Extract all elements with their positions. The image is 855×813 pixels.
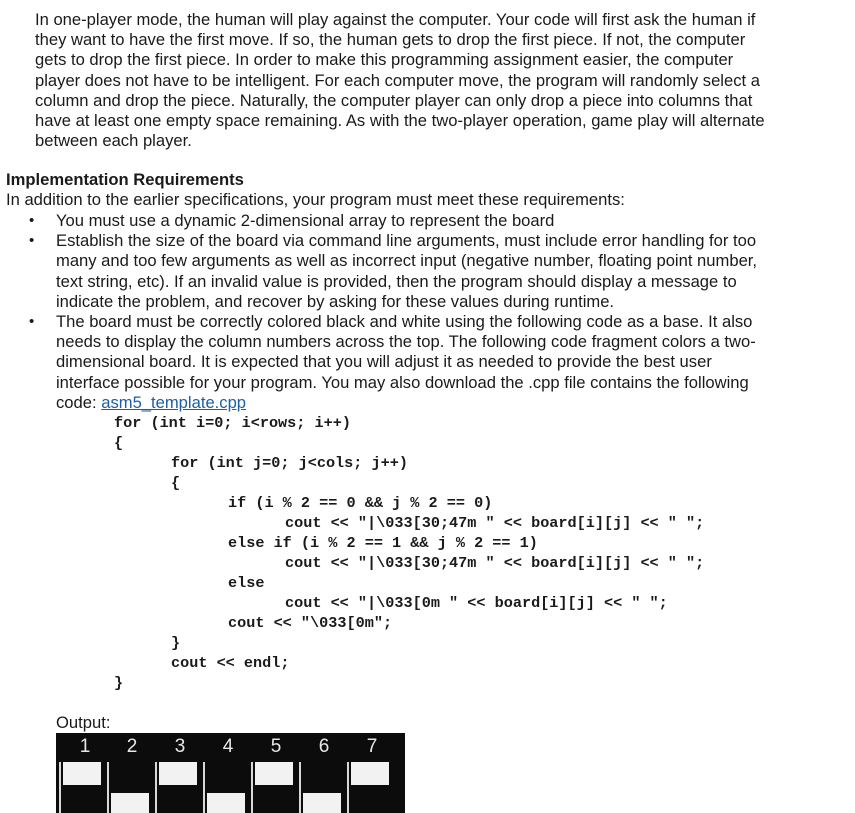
requirement-item: [0, 312, 855, 413]
requirement-line: dimensional board. It is expected that you will adjust it as needed to provide the best user: [56, 352, 712, 372]
cell-separator: [203, 762, 205, 813]
code-line: }: [171, 634, 181, 652]
requirement-line: Establish the size of the board via command line arguments, must include error handling for too: [56, 231, 757, 251]
code-line: }: [114, 674, 124, 692]
code-line: if (i % 2 == 0 && j % 2 == 0): [228, 494, 493, 512]
bullet-icon: •: [29, 232, 35, 250]
bullet-icon: •: [29, 212, 35, 229]
output-board-terminal: [56, 733, 405, 813]
column-number: 4: [222, 736, 234, 757]
requirements-list: [0, 211, 855, 413]
cell-separator: [155, 762, 157, 813]
paragraph-line: they want to have the first move. If so, the human gets to drop the first piece. If not, the computer: [35, 30, 746, 50]
cell-separator: [107, 762, 109, 813]
requirement-line: needs to display the column numbers across the top. The following code fragment colors a two-: [56, 332, 756, 352]
implementation-intro: In addition to the earlier specifications, your program must meet these requirements:: [6, 190, 625, 209]
column-number: 1: [79, 736, 91, 757]
cell-separator: [59, 762, 61, 813]
board-cell-white: [63, 762, 101, 785]
requirement-line: many and too few arguments as well as incorrect input (negative number, floating point number,: [56, 251, 758, 271]
code-prefix: code:: [56, 392, 102, 412]
paragraph-line: have at least one empty space remaining. As with the two-player operation, game play will alternate: [35, 111, 765, 131]
requirement-line: interface possible for your program. You may also download the .cpp file contains the following: [56, 372, 749, 392]
code-line: {: [171, 474, 181, 492]
cell-separator: [299, 762, 301, 813]
board-cell-white: [255, 762, 293, 785]
code-line: for (int i=0; i<rows; i++): [114, 414, 351, 432]
cell-separator: [251, 762, 253, 813]
code-line: else if (i % 2 == 1 && j % 2 == 1): [228, 534, 538, 552]
implementation-heading: Implementation Requirements: [6, 170, 244, 189]
paragraph-line: player does not have to be intelligent. For each computer move, the program will randomly select a: [35, 70, 760, 90]
board-cell-white: [303, 793, 341, 813]
board-cell-white: [159, 762, 197, 785]
code-line: cout << "|\033[0m " << board[i][j] << " ";: [285, 594, 668, 612]
bullet-icon: •: [29, 313, 35, 331]
requirement-item: [0, 231, 855, 312]
paragraph-line: column and drop the piece. Naturally, the computer player can only drop a piece into columns that: [35, 90, 753, 110]
column-number: 5: [270, 736, 282, 757]
requirement-line: The board must be correctly colored black and white using the following code as a base. It also: [56, 312, 753, 332]
code-line: {: [114, 434, 124, 452]
template-download-link[interactable]: asm5_template.cpp: [101, 392, 247, 412]
code-line: cout << "|\033[30;47m " << board[i][j] << " ";: [285, 514, 705, 532]
code-line: else: [228, 574, 265, 592]
one-player-description: [35, 10, 825, 151]
board-cell-white: [111, 793, 149, 813]
board-cell-white: [207, 793, 245, 813]
board-cell-white: [351, 762, 389, 785]
paragraph-line: gets to drop the first piece. In order to make this programming assignment easier, the computer: [35, 50, 734, 70]
requirement-line: [56, 393, 855, 413]
requirement-line: text string, etc). If an invalid value is provided, then the program should display a message to: [56, 271, 737, 291]
paragraph-line: In one-player mode, the human will play against the computer. Your code will first ask the human if: [35, 10, 756, 29]
column-number: 7: [366, 736, 378, 757]
code-line: cout << endl;: [171, 654, 290, 672]
requirement-line: You must use a dynamic 2-dimensional array to represent the board: [56, 211, 555, 230]
cell-separator: [347, 762, 349, 813]
requirement-item: [0, 211, 855, 231]
column-number-row: [56, 735, 405, 759]
column-number: 2: [126, 736, 138, 757]
paragraph-line: between each player.: [35, 131, 192, 151]
requirement-line: indicate the problem, and recover by asking for these values during runtime.: [56, 291, 615, 311]
code-line: cout << "|\033[30;47m " << board[i][j] << " ";: [285, 554, 705, 572]
output-label: Output:: [56, 713, 111, 732]
column-number: 3: [174, 736, 186, 757]
code-line: cout << "\033[0m";: [228, 614, 393, 632]
code-line: for (int j=0; j<cols; j++): [171, 454, 408, 472]
column-number: 6: [318, 736, 330, 757]
